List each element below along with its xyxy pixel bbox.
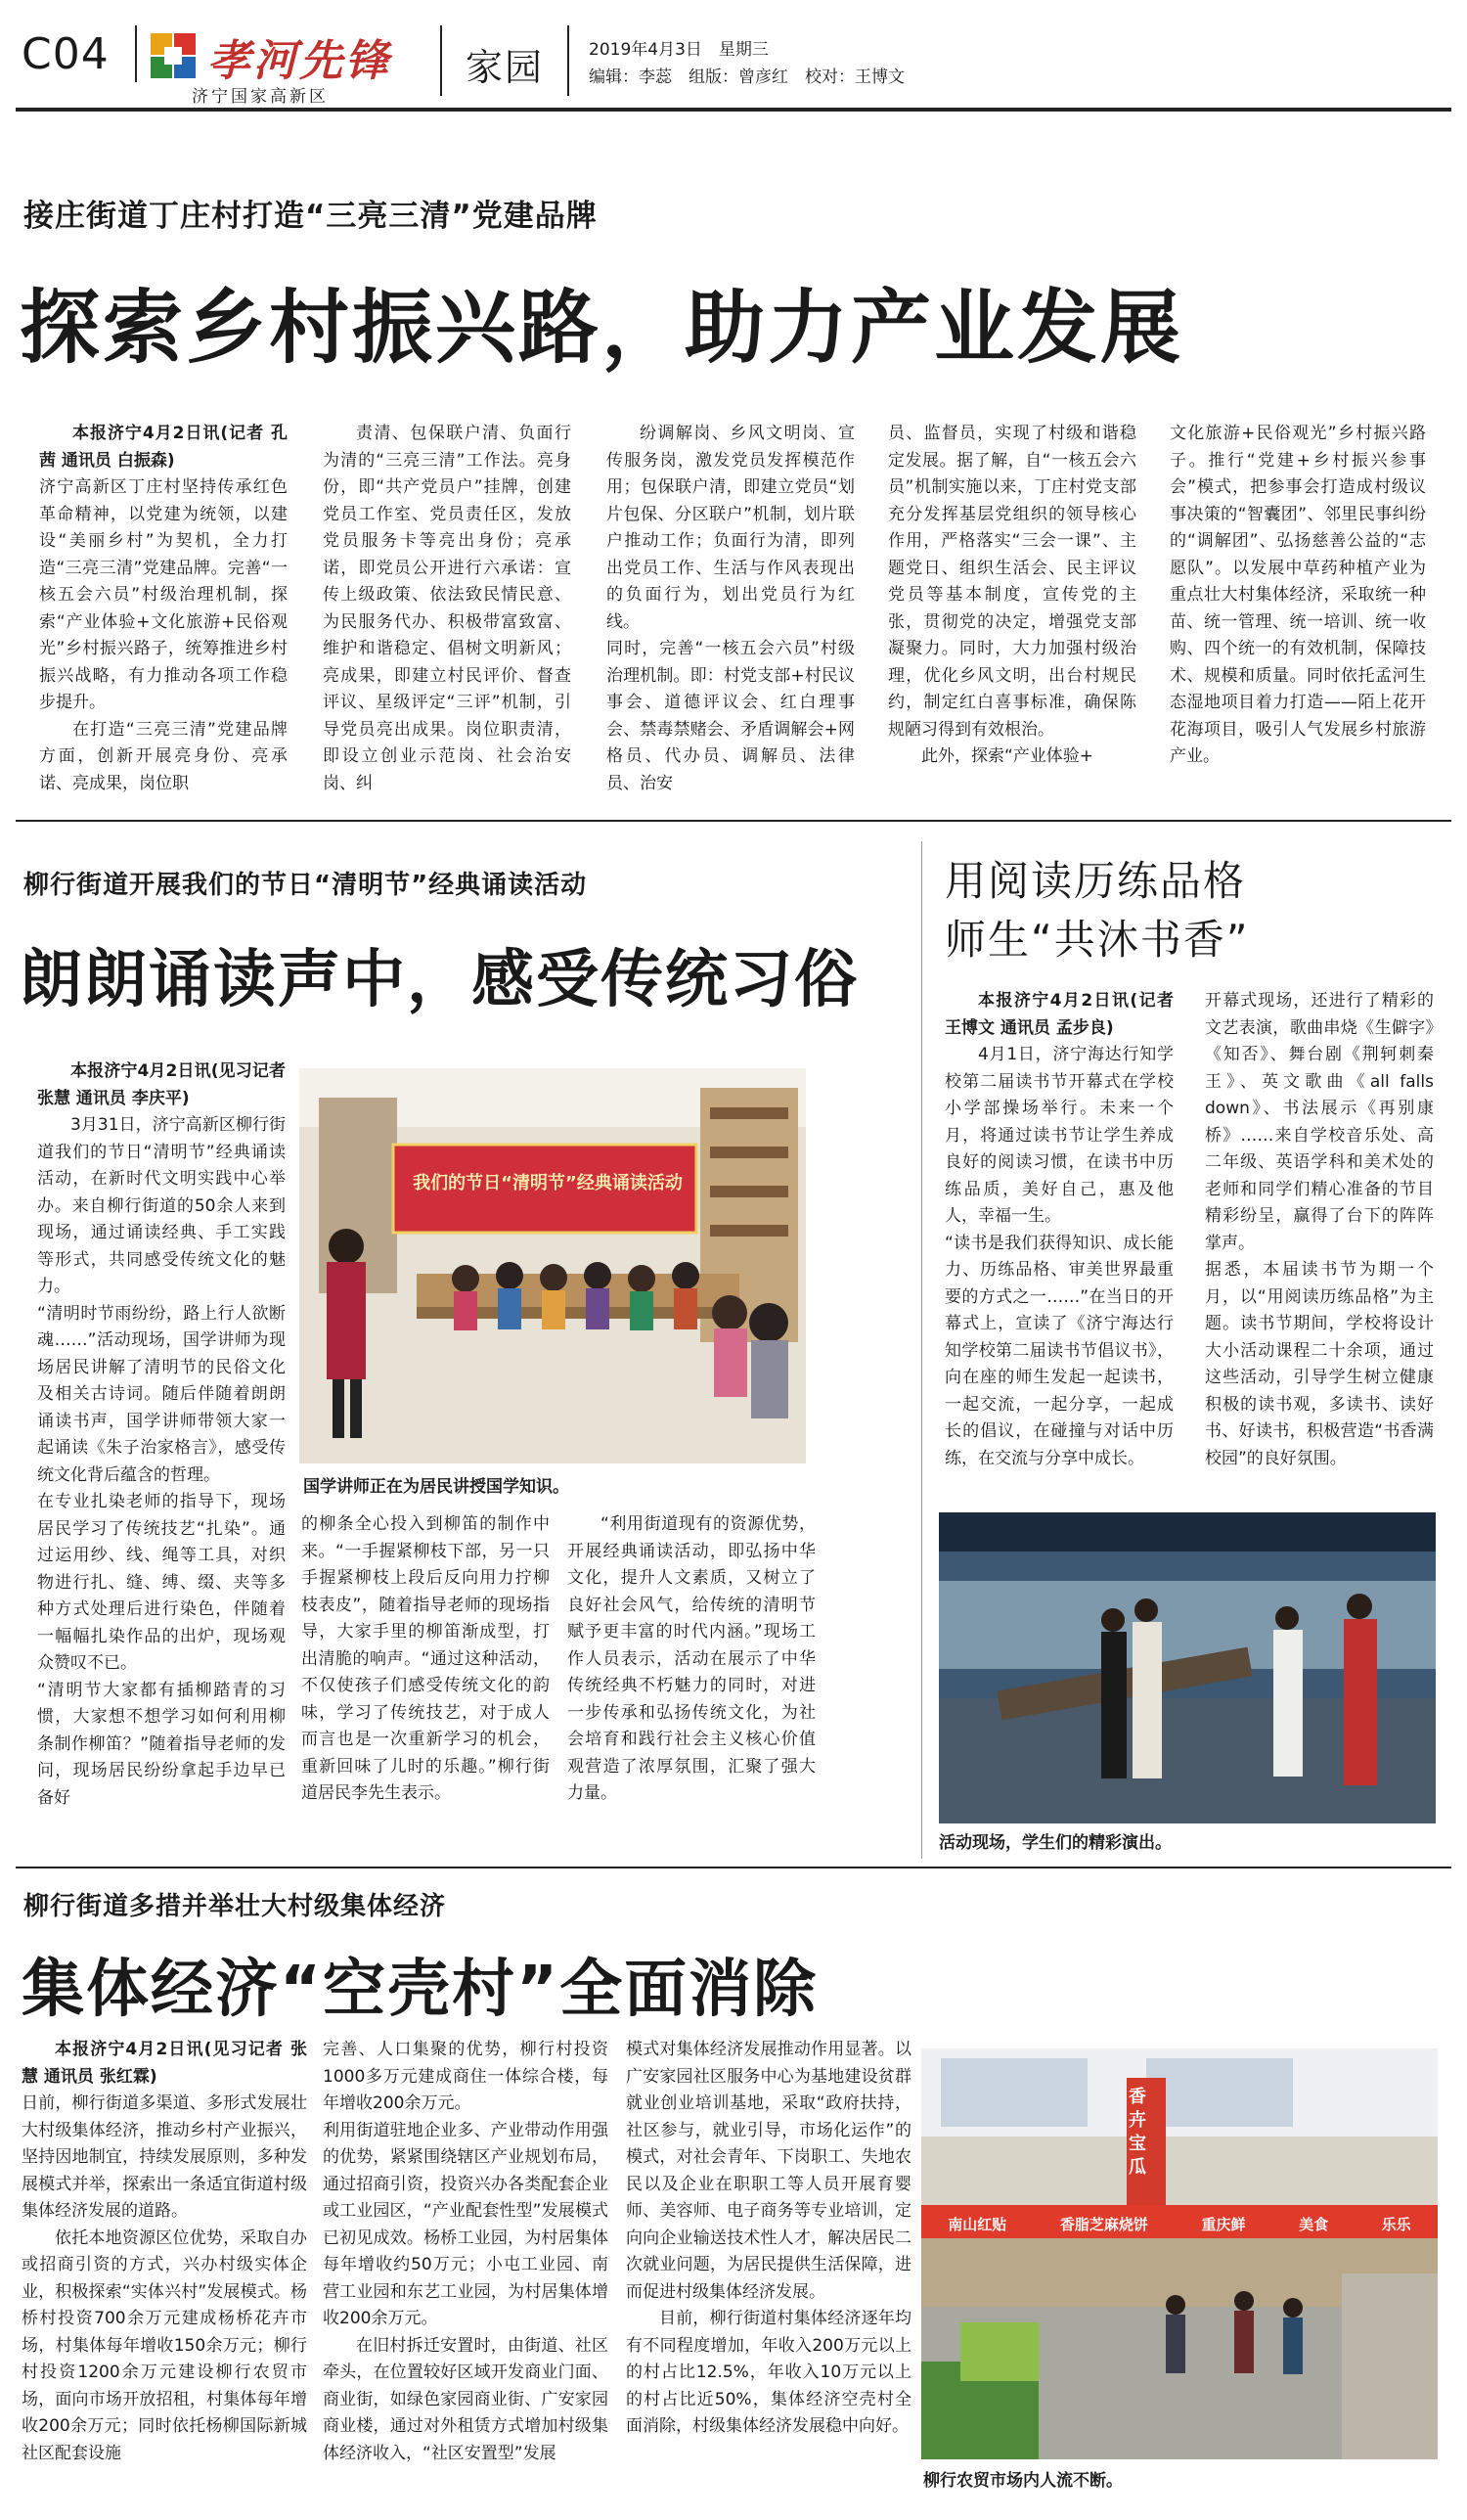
article-paragraph: 纷调解岗、乡风文明岗、宣传服务岗，激发党员发挥模范作用；包保联户清，即建立党员“划片包保、分区联户”机制，划片联户推动工作；负面行为清，即列出党员工作、生活与作风表现出的负面行为，划出党员行为红线。 [606,424,855,632]
masthead-divider [440,25,442,96]
article-headline: 师生“共沐书香” [945,916,1250,964]
article-byline: 本报济宁4月2日讯(见习记者 张慧 通讯员 张红霖) [22,2040,307,2087]
editor-credits: 编辑：李蕊 组版：曾彦红 校对：王博文 [589,68,905,87]
article-paragraph: 据悉，本届读书节为期一个月，以“用阅读历练品格”为主题。读书节期间，学校将设计大小活动课程二十余项，通过这些活动，引导学生树立健康积极的读书观，多读书、读好书、好读书，积极营造“书香满校园”的良好氛围。 [1205,1260,1434,1468]
column-rule [921,841,922,1859]
article-paragraph: “利用街道现有的资源优势，开展经典诵读活动，即弘扬中华文化，提升人文素质，又树立了良好社会风气，给传统的清明节赋予更丰富的时代内涵。”现场工作人员表示，活动在展示了中华传统经典不朽魅力的同时，对进一步传承和弘扬传统文化，为社会培育和践行社会主义核心价值观营造了浓厚氛围，汇聚了强大力量。 [567,1514,816,1803]
article-paragraph: 同时，完善“一核五会六员”村级治理机制。即：村党支部+村民议事会、道德评议会、红白理事会、禁毒禁赌会、矛盾调解会+网格员、代办员、调解员、法律员、治安 [606,639,855,793]
stall-sign: 南山红贴 [948,2215,1007,2233]
article-paragraph: 的柳条全心投入到柳笛的制作中来。“一手握紧柳枝下部，另一只手握紧柳枝上段后反向用力拧柳枝表皮”，随着指导老师的现场指导，大家手里的柳笛渐成型，打出清脆的响声。“通过这种活动，不仅使孩子们感受传统文化的韵味，学习了传统技艺，对于成人而言也是一次重新学习的机会，重新回味了儿时的乐趣。”柳行街道居民李先生表示。 [301,1514,550,1803]
article-kicker: 接庄街道丁庄村打造“三亮三清”党建品牌 [23,199,598,234]
article-byline: 本报济宁4月2日讯(记者 王博文 通讯员 孟步良) [945,991,1174,1038]
article-column [22,2037,307,2508]
masthead-divider [135,25,137,82]
photo-banner-text: 我们的节日“清明节”经典诵读活动 [413,1173,683,1193]
issue-date: 2019年4月3日 星期三 [589,40,769,60]
article-paragraph: 在专业扎染老师的指导下，现场居民学习了传统技艺“扎染”。通过运用纱、线、绳等工具，对织物进行扎、缝、缚、缀、夹等多种方式处理后进行染色，伴随着一幅幅扎染作品的出炉，现场观众赞叹不已。 [37,1492,286,1673]
article-paragraph: 在旧村拆迁安置时，由街道、社区牵头，在位置较好区域开发商业门面、商业街，如绿色家园商业街、广安家园商业楼，通过对外租赁方式增加村级集体经济收入，“社区安置型”发展 [323,2335,608,2463]
article-kicker: 柳行街道多措并举壮大村级集体经济 [23,1892,447,1921]
market-stall-signs [921,2209,1438,2238]
article-paragraph: 在打造“三亮三清”党建品牌方面，创新开展亮身份、亮承诺、亮成果，岗位职 [39,719,288,793]
article-paragraph: 责清、包保联户清、负面行为清的“三亮三清”工作法。亮身份，即“共产党员户”挂牌，创建党员工作室、党员责任区，发放党员服务卡等亮出身份；亮承诺，即党员公开进行六承诺：宣传上级政策、依法致民情民意、为民服务代办、积极带富致富、维护和谐稳定、倡树文明新风；亮成果，即建立村民评价、督查评议、星级评定“三评”机制，引导党员亮出成果。岗位职责清，即设立创业示范岗、社会治安岗、纠 [323,424,571,793]
article-column [626,2037,911,2508]
article-paragraph: 文化旅游+民俗观光”乡村振兴路子。推行“党建+乡村振兴参事会”模式，把参事会打造成村级议事决策的“智囊团”、邻里民事纠纷的“调解团”、弘扬慈善公益的“志愿队”。以发展中草药种植产业为重点壮大村集体经济，采取统一种苗、统一管理、统一培训、统一收购、四个统一的有效机制，保障技术、规模和质量。同时依托孟河生态湿地项目着力打造——陌上花开花海项目，吸引人气发展乡村旅游产业。 [1170,424,1426,766]
article-column [606,421,855,802]
article-column [323,2037,608,2508]
stall-sign: 乐乐 [1381,2215,1411,2233]
photo-caption: 国学讲师正在为居民讲授国学知识。 [303,1477,569,1497]
article-paragraph: 济宁高新区丁庄村坚持传承红色革命精神，以党建为统领，以建设“美丽乡村”为契机，全力打造“三亮三清”党建品牌。完善“一核五会六员”村级治理机制，探索“产业体验+文化旅游+民俗观光”乡村振兴路子，统筹推进乡村振兴战略，有力推动各项工作稳步提升。 [39,477,288,712]
section-rule [16,1867,1451,1868]
article-headline: 朗朗诵读声中，感受传统习俗 [20,944,859,1016]
article-headline: 探索乡村振兴路，助力产业发展 [20,282,1184,375]
market-sign-text: 香卉宝瓜 [1129,2087,1146,2178]
article-column [301,1511,550,1854]
paper-subtitle: 济宁国家高新区 [192,87,329,107]
article-column [1205,988,1434,1492]
article-column [1170,421,1426,802]
article-paragraph: 目前，柳行街道村集体经济逐年均有不同程度增加，年收入200万元以上的村占比12.5%，年收入10万元以上的村占比近50%，集体经济空壳村全面消除，村级集体经济发展稳中向好。 [626,2309,911,2436]
article-column [323,421,571,802]
market-photo [921,2048,1438,2459]
photo-caption: 柳行农贸市场内人流不断。 [923,2471,1123,2491]
article-headline: 用阅读历练品格 [945,857,1247,905]
article-paragraph: “清明节大家都有插柳踏青的习惯，大家想不想学习如何利用柳条制作柳笛？”随着指导老师的发问，现场居民纷纷拿起手边早已备好 [37,1680,286,1808]
article-column [39,421,288,802]
article-column [567,1511,816,1854]
article-paragraph: 此外，探索“产业体验+ [921,746,1094,766]
stall-sign: 美食 [1299,2215,1329,2233]
article-paragraph: 模式对集体经济发展推动作用显著。以广安家园社区服务中心为基地建设贫群就业创业培训基地，采取“政府扶持，社区参与，就业引导，市场化运作”的模式，对社会青年、下岗职工、失地农民以及企业在职职工等人员开展育婴师、美容师、电子商务等专业培训，定向向企业输送技术性人才，解决居民二次就业问题，为居民提供生活保障，进而促进村级集体经济发展。 [626,2040,911,2302]
article-paragraph: 利用街道驻地企业多、产业带动作用强的优势，紧紧围绕辖区产业规划布局，通过招商引资，投资兴办各类配套企业或工业园区，“产业配套性型”发展模式已初见成效。杨桥工业园，为村居集体每年增收约50万元；小屯工业园、南营工业园和东艺工业园，为村居集体增收200余万元。 [323,2120,608,2328]
section-name: 家园 [466,46,545,89]
article-paragraph: 开幕式现场，还进行了精彩的文艺表演，歌曲串烧《生僻字》《知否》、舞台剧《荆轲刺秦王》、英文歌曲《all falls down》、书法展示《再别康桥》……来自学校音乐处、高二年级、英语学科和美术处的老师和同学们精心准备的节目精彩纷呈，赢得了台下的阵阵掌声。 [1205,991,1434,1253]
section-rule [16,820,1451,822]
stall-sign: 重庆鲜 [1201,2215,1246,2233]
article-paragraph: 日前，柳行街道多渠道、多形式发展壮大村级集体经济，推动乡村产业振兴，坚持因地制宜，持续发展原则，多种发展模式并举，探索出一条适宜街道村级集体经济发展的道路。 [22,2093,307,2221]
page-number: C04 [22,29,110,79]
article-paragraph: 员、监督员，实现了村级和谐稳定发展。据了解，自“一核五会六员”机制实施以来，丁庄村党支部充分发挥基层党组织的领导核心作用，严格落实“三会一课”、主题党日、组织生活会、民主评议党员等基本制度，宣传党的主张，贯彻党的决定，增强党支部凝聚力。同时，大力加强村级治理，优化乡风文明，出台村规民约，制定红白喜事标准，确保陈规陋习得到有效根治。 [888,424,1136,740]
article-paragraph: “读书是我们获得知识、成长能力、历练品格、审美世界最重要的方式之一……”在当日的开幕式上，宣读了《济宁海达行知学校第二届读书节倡议书》，向在座的师生发起一起读书，一起交流，一起分享，一起成长的倡议，在碰撞与对话中历练，在交流与分享中成长。 [945,1233,1174,1468]
article-byline: 本报济宁4月2日讯(记者 孔茜 通讯员 白振森) [39,424,288,471]
article-byline: 本报济宁4月2日讯(见习记者 张慧 通讯员 李庆平) [37,1061,286,1108]
paper-logo-icon [149,31,198,80]
masthead-rule [16,108,1451,112]
stall-sign: 香脂芝麻烧饼 [1059,2215,1148,2233]
article-paragraph: 依托本地资源区位优势，采取自办或招商引资的方式，兴办村级实体企业，积极探索“实体兴村”发展模式。杨桥村投资700余万元建成杨桥花卉市场，村集体每年增收150余万元；柳行村投资1200余万元建设柳行农贸市场，面向市场开放招租，村集体每年增收200余万元；同时依托杨柳国际新城社区配套设施 [22,2228,307,2463]
photo-caption: 活动现场，学生们的精彩演出。 [939,1833,1172,1853]
article-column [945,988,1174,1492]
masthead-divider [567,25,569,96]
school-performance-photo [939,1512,1436,1823]
article-headline: 集体经济“空壳村”全面消除 [22,1954,819,2026]
reading-event-photo [299,1068,806,1463]
article-paragraph: 4月1日，济宁海达行知学校第二届读书节开幕式在学校小学部操场举行。未来一个月，将通过读书节让学生养成良好的阅读习惯，在读书中历练品质，美好自己，惠及他人，幸福一生。 [945,1045,1174,1226]
article-column [888,421,1136,802]
article-paragraph: “清明时节雨纷纷，路上行人欲断魂……”活动现场，国学讲师为现场居民讲解了清明节的民俗文化及相关古诗词。随后伴随着朗朗诵读书声，国学讲师带领大家一起诵读《朱子治家格言》，感受传统文化背后蕴含的哲理。 [37,1303,286,1485]
article-paragraph: 3月31日，济宁高新区柳行街道我们的节日“清明节”经典诵读活动，在新时代文明实践中心举办。来自柳行街道的50余人来到现场，通过诵读经典、手工实践等形式，共同感受传统文化的魅力。 [37,1115,286,1296]
article-kicker: 柳行街道开展我们的节日“清明节”经典诵读活动 [23,871,588,900]
paper-name: 孝河先锋 [207,36,391,86]
article-column [37,1058,286,1851]
article-paragraph: 完善、人口集聚的优势，柳行村投资1000多万元建成商住一体综合楼，每年增收200余万元。 [323,2040,608,2113]
